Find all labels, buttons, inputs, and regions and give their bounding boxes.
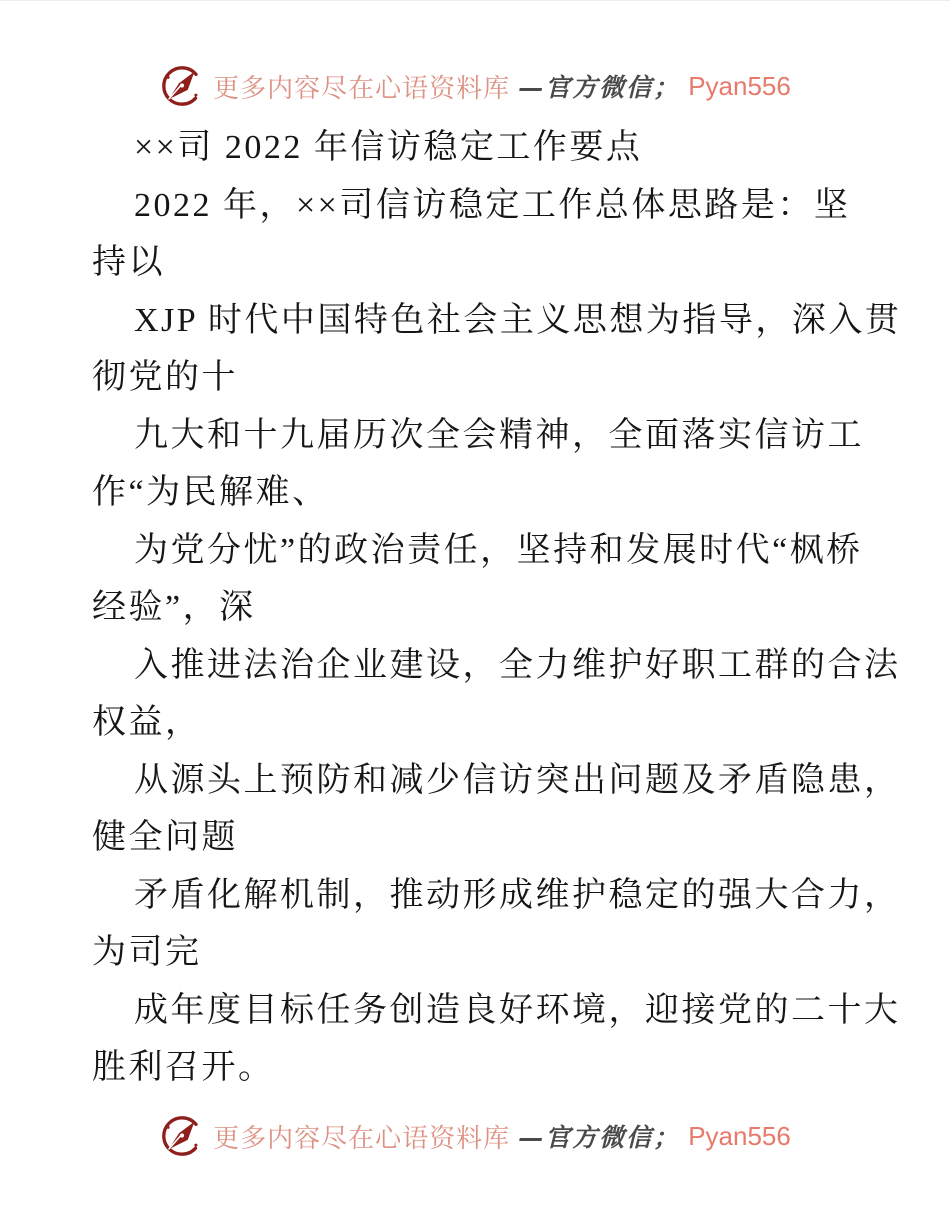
- document-line: 经验”，深: [92, 589, 256, 626]
- document-line: 为党分忧”的政治责任，坚持和发展时代“枫桥: [134, 531, 863, 569]
- watermark-account-text: Pyan556: [688, 70, 791, 101]
- document-line: 为司完: [92, 934, 202, 971]
- watermark-brand-text: 更多内容尽在心语资料库: [213, 73, 511, 103]
- document-line: 健全问题: [92, 819, 238, 856]
- watermark-separator-text: —官方微信；: [518, 1123, 681, 1152]
- document-line: 持以: [92, 244, 165, 281]
- document-line: 作“为民解难、: [92, 474, 329, 511]
- document-line: 胜利召开。: [92, 1049, 275, 1086]
- document-line: 成年度目标任务创造良好环境，迎接党的二十大: [134, 991, 901, 1029]
- document-line: 权益，: [92, 704, 202, 741]
- pen-nib-circle-icon: [159, 1113, 205, 1159]
- watermark-brand-text: 更多内容尽在心语资料库: [213, 1123, 511, 1153]
- document-line: 2022 年，××司信访稳定工作总体思路是：坚: [134, 186, 851, 224]
- footer-watermark: [0, 1113, 950, 1159]
- watermark-separator-text: —官方微信；: [518, 73, 681, 102]
- document-line: 从源头上预防和减少信访突出问题及矛盾隐患，: [134, 761, 901, 799]
- document-line: XJP 时代中国特色社会主义思想为指导，深入贯: [134, 301, 902, 339]
- document-body: [92, 119, 910, 1097]
- watermark-account-text: Pyan556: [688, 1120, 791, 1151]
- document-line: 矛盾化解机制，推动形成维护稳定的强大合力，: [134, 876, 901, 914]
- pen-nib-circle-icon: [159, 63, 205, 109]
- document-line: 入推进法治企业建设，全力维护好职工群的合法: [134, 646, 901, 684]
- document-title: ××司 2022 年信访稳定工作要点: [134, 129, 643, 166]
- document-line: 九大和十九届历次全会精神，全面落实信访工: [134, 416, 864, 454]
- header-watermark: [0, 63, 950, 109]
- document-line: 彻党的十: [92, 359, 238, 396]
